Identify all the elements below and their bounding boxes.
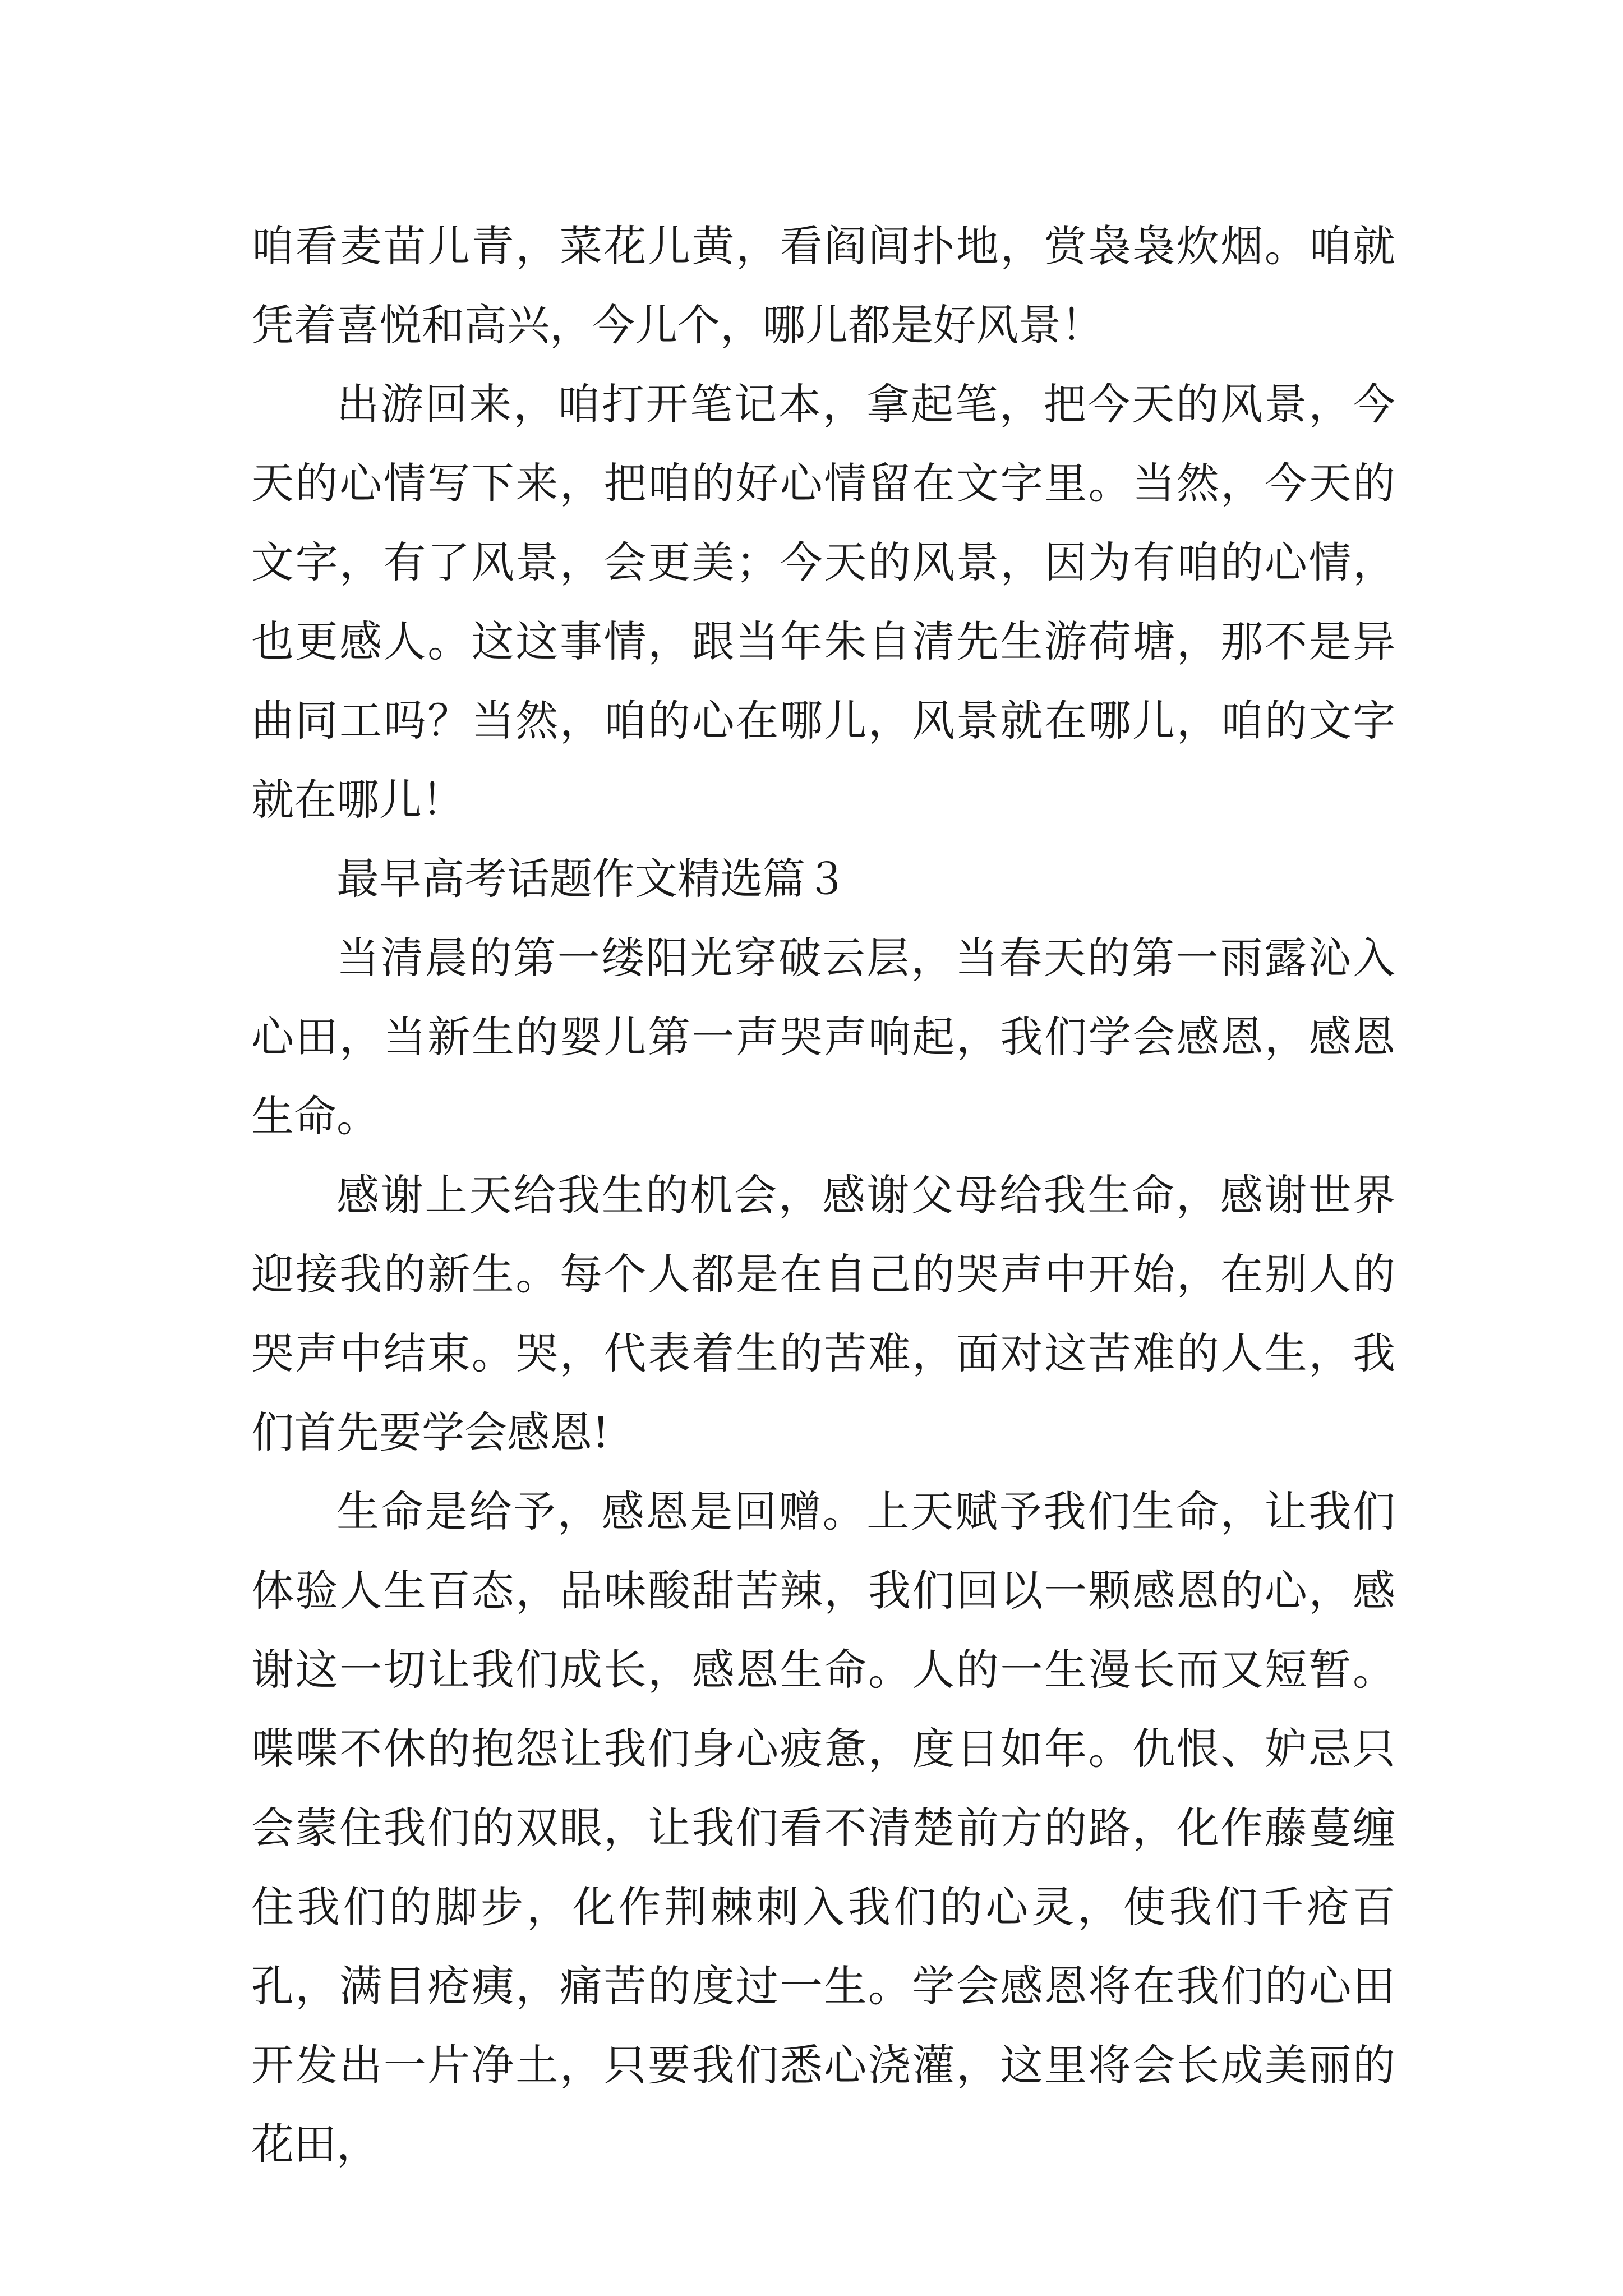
document-body: [251, 206, 1395, 2184]
paragraph-1: 咱看麦苗儿青，菜花儿黄，看阎闾扑地，赏袅袅炊烟。咱就凭着喜悦和高兴，今儿个，哪儿都是好风景！: [251, 221, 1395, 350]
section-heading: 最早高考话题作文精选篇３: [336, 854, 848, 904]
paragraph-5: 生命是给予，感恩是回赠。上天赋予我们生命，让我们体验人生百态，品味酸甜苦辣，我们回以一颗感恩的心，感谢这一切让我们成长，感恩生命。人的一生漫长而又短暂。喋喋不休的抱怨让我们身心疲惫，度日如年。仇恨、妒忌只会蒙住我们的双眼，让我们看不清楚前方的路，化作藤蔓缠住我们的脚步，化作荆棘刺入我们的心灵，使我们千疮百孔，满目疮痍，痛苦的度过一生。学会感恩将在我们的心田开发出一片净土，只要我们悉心浇灌，这里将会长成美丽的花田，: [251, 1487, 1395, 2169]
paragraph-3: 当清晨的第一缕阳光穿破云层，当春天的第一雨露沁入心田，当新生的婴儿第一声哭声响起，我们学会感恩，感恩生命。: [251, 933, 1395, 1141]
paragraph-2: 出游回来，咱打开笔记本，拿起笔，把今天的风景，今天的心情写下来，把咱的好心情留在文字里。当然，今天的文字，有了风景，会更美；今天的风景，因为有咱的心情，也更感人。这这事情，跟当年朱自清先生游荷塘，那不是异曲同工吗？当然，咱的心在哪儿，风景就在哪儿，咱的文字就在哪儿！: [251, 379, 1395, 825]
paragraph-4: 感谢上天给我生的机会，感谢父母给我生命，感谢世界迎接我的新生。每个人都是在自己的哭声中开始，在别人的哭声中结束。哭，代表着生的苦难，面对这苦难的人生，我们首先要学会感恩!: [251, 1170, 1395, 1457]
